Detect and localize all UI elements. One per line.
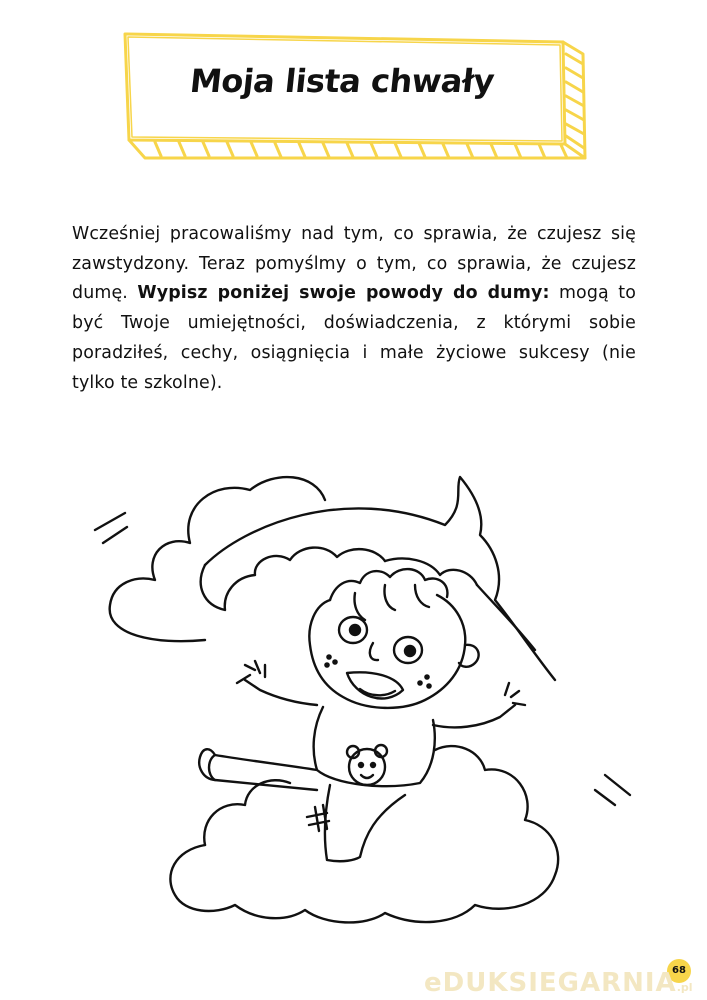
intro-instruction: Wypisz poniżej swoje powody do dumy: — [137, 283, 550, 304]
page-title: Moja lista chwały — [188, 62, 496, 100]
title-banner — [115, 28, 595, 173]
publisher-watermark — [424, 968, 693, 998]
intro-text: Wcześniej pracowaliśmy nad tym, co sprawia, że czujesz się zawstydzony. Teraz pomyślmy o tym, co sprawia, że czujesz dumę. — [72, 224, 636, 304]
intro-paragraph — [72, 220, 636, 398]
intro-text-continued: mogą to być Twoje umiejętności, doświadczenia, z którymi sobie poradziłeś, cechy, osiągnięcia i małe życiowe sukcesy (nie tylko te szkolne). — [72, 283, 636, 393]
publisher-suffix: .pl — [676, 981, 693, 994]
boy-on-cloud-illustration — [85, 465, 645, 935]
page-number-badge: 68 — [667, 959, 691, 983]
publisher-name: eDUKSIEGARNIA — [424, 968, 677, 998]
